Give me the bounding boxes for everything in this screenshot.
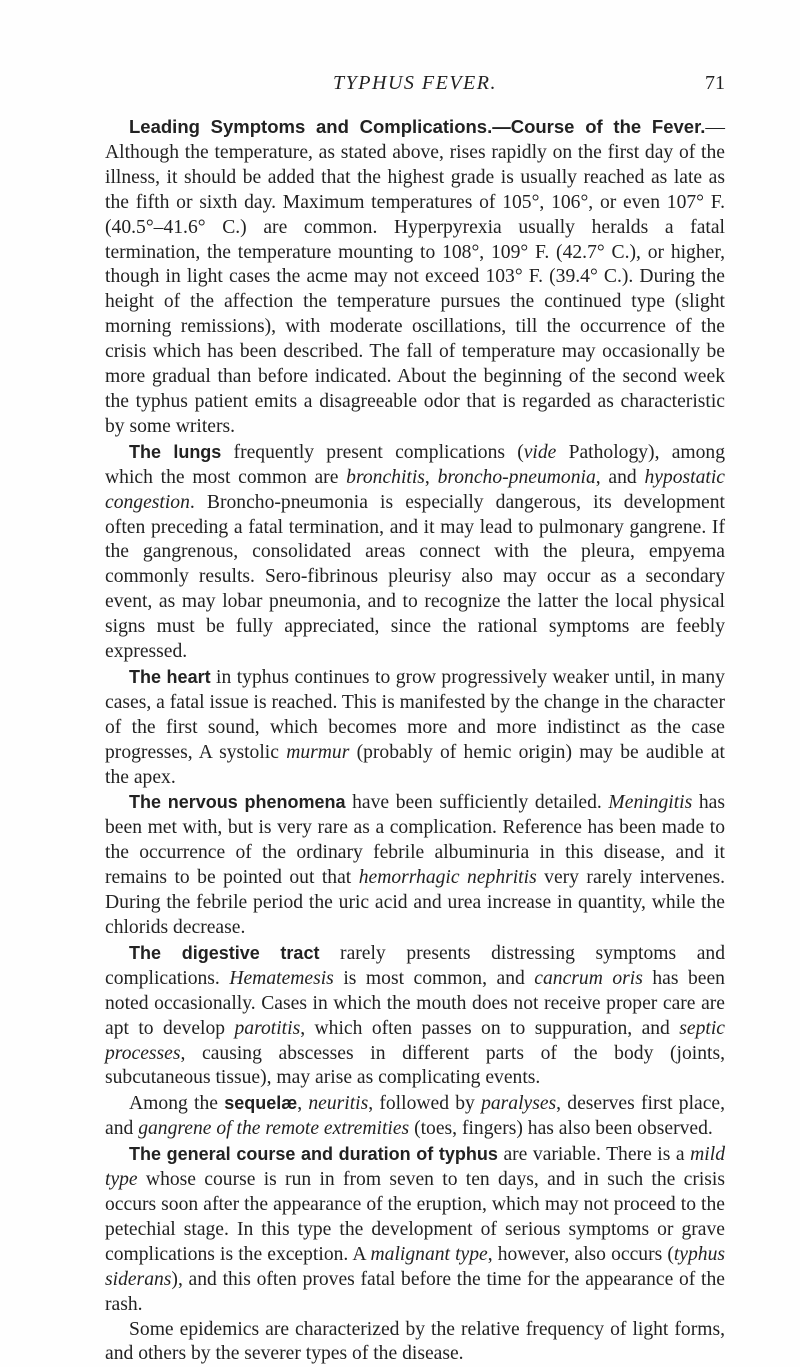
lead-term: The nervous phenomena — [129, 792, 346, 812]
italic-term: malignant type — [371, 1244, 488, 1265]
paragraph-epidemics — [105, 1318, 725, 1367]
italic-term: cancrum oris — [534, 968, 643, 989]
paragraph-course-of-fever — [105, 115, 725, 440]
text-run: , and — [596, 467, 645, 488]
italic-term: bronchitis — [346, 467, 425, 488]
text-run: whose course is run in from seven to ten days, and in such the crisis occurs soon after the appearance of the eruption, which may not proceed to the petechial stage. In this type the development of serious symptoms or grave complications is the exception. A — [105, 1169, 725, 1265]
italic-term: mild type — [105, 1144, 725, 1190]
paragraph-text: —Although the temperature, as stated above, rises rapidly on the first day of the illness, it should be added that the highest grade is usually reached as late as the fifth or sixth day. Maximum temperatures of 105°, 106°, or even 107° F. (40.5°–41.6° C.) are common. Hyperpyrexia usually heralds a fatal termination, the temperature mounting to 108°, 109° F. (42.7° C.), or higher, though in light cases the acme may not exceed 103° F. (39.4° C.). During the height of the affection the temperature pursues the continued type (slight morning remissions), with moderate oscillations, till the occurrence of the crisis which has been described. The fall of temperature may occasionally be more gradual than before indicated. About the beginning of the second week the typhus patient emits a disagreeable odor that is regarded as characteristic by some writers. — [105, 117, 725, 437]
paragraph-nervous — [105, 790, 725, 940]
text-run: , which often passes on to suppuration, and — [300, 1018, 679, 1039]
body-text — [105, 115, 725, 1367]
text-run: has been noted occasionally. Cases in which the mouth does not receive proper care are apt to develop — [105, 968, 725, 1039]
text-run: rarely presents distressing symptoms and complications. — [105, 943, 725, 989]
text-run: . Broncho-pneumonia is especially dangerous, its development often preceding a fatal termination, and it may lead to pulmonary gangrene. If the gangrenous, consolidated areas connect with the pleura, empyema commonly results. Sero-fibrinous pleurisy also may occur as a secondary event, as may lobar pneumonia, and to recognize the latter the local physical signs must be fully appreciated, since the rational symptoms are feebly expressed. — [105, 492, 725, 662]
text-run: , causing abscesses in different parts of the body (joints, subcutaneous tissue), may arise as complicating events. — [105, 1043, 725, 1089]
paragraph-lungs — [105, 440, 725, 665]
italic-term: gangrene of the remote extremities — [138, 1118, 409, 1139]
running-head — [105, 72, 725, 98]
italic-term: typhus siderans — [105, 1244, 725, 1290]
text-run: , — [297, 1093, 308, 1114]
text-run: , deserves first place, and — [105, 1093, 725, 1139]
text-run: , followed by — [368, 1093, 481, 1114]
italic-term: hemorrhagic nephritis — [359, 867, 537, 888]
text-run: , — [425, 467, 438, 488]
lead-term: The lungs — [129, 442, 221, 462]
paragraph-general-course — [105, 1142, 725, 1317]
italic-term: neuritis — [308, 1093, 368, 1114]
text-run: has been met with, but is very rare as a complication. Reference has been made to the occurrence of the ordinary febrile albuminuria in this disease, and it remains to be pointed out that — [105, 792, 725, 888]
text-run: very rarely intervenes. During the febrile period the uric acid and urea increase in quantity, while the chlorids decrease. — [105, 867, 725, 938]
lead-term: The general course and duration of typhus — [129, 1144, 498, 1164]
text-run: have been sufficiently detailed. — [346, 792, 609, 813]
italic-term: murmur — [286, 742, 349, 763]
text-run: is most common, and — [334, 968, 534, 989]
lead-term: sequelæ — [224, 1093, 297, 1113]
italic-term: parotitis — [235, 1018, 301, 1039]
text-run: ), and this often proves fatal before the time for the appearance of the rash. — [105, 1269, 725, 1315]
lead-term: The heart — [129, 667, 211, 687]
text-run: (probably of hemic origin) may be audible at the apex. — [105, 742, 725, 788]
italic-term: septic processes — [105, 1018, 725, 1064]
italic-term: vide — [524, 442, 557, 463]
paragraph-heart — [105, 665, 725, 791]
running-title: TYPHUS FEVER. — [105, 72, 725, 95]
page-number: 71 — [705, 72, 725, 95]
italic-term: Meningitis — [608, 792, 692, 813]
lead-term: The digestive tract — [129, 943, 319, 963]
text-run: are variable. There is a — [498, 1144, 690, 1165]
text-run: (toes, fingers) has also been observed. — [409, 1118, 713, 1139]
italic-term: hypostatic congestion — [105, 467, 725, 513]
text-run: Pathology), among which the most common are — [105, 442, 725, 488]
text-run: in typhus continues to grow progressively weaker until, in many cases, a fatal issue is reached. This is manifested by the change in the character of the first sound, which becomes more and more indistinct as the case progresses, A systolic — [105, 667, 725, 763]
italic-term: Hematemesis — [229, 968, 333, 989]
paragraph-digestive — [105, 941, 725, 1091]
text-run: , however, also occurs ( — [488, 1244, 674, 1265]
italic-term: broncho-pneumonia — [438, 467, 596, 488]
text-run: Among the — [129, 1093, 224, 1114]
text-run: Some epidemics are characterized by the relative frequency of light forms, and others by the severer types of the disease. — [105, 1319, 725, 1365]
paragraph-sequelae — [105, 1091, 725, 1142]
italic-term: paralyses — [481, 1093, 556, 1114]
section-heading: Leading Symptoms and Complications.—Course of the Fever. — [129, 116, 705, 137]
text-run: frequently present complications ( — [221, 442, 523, 463]
